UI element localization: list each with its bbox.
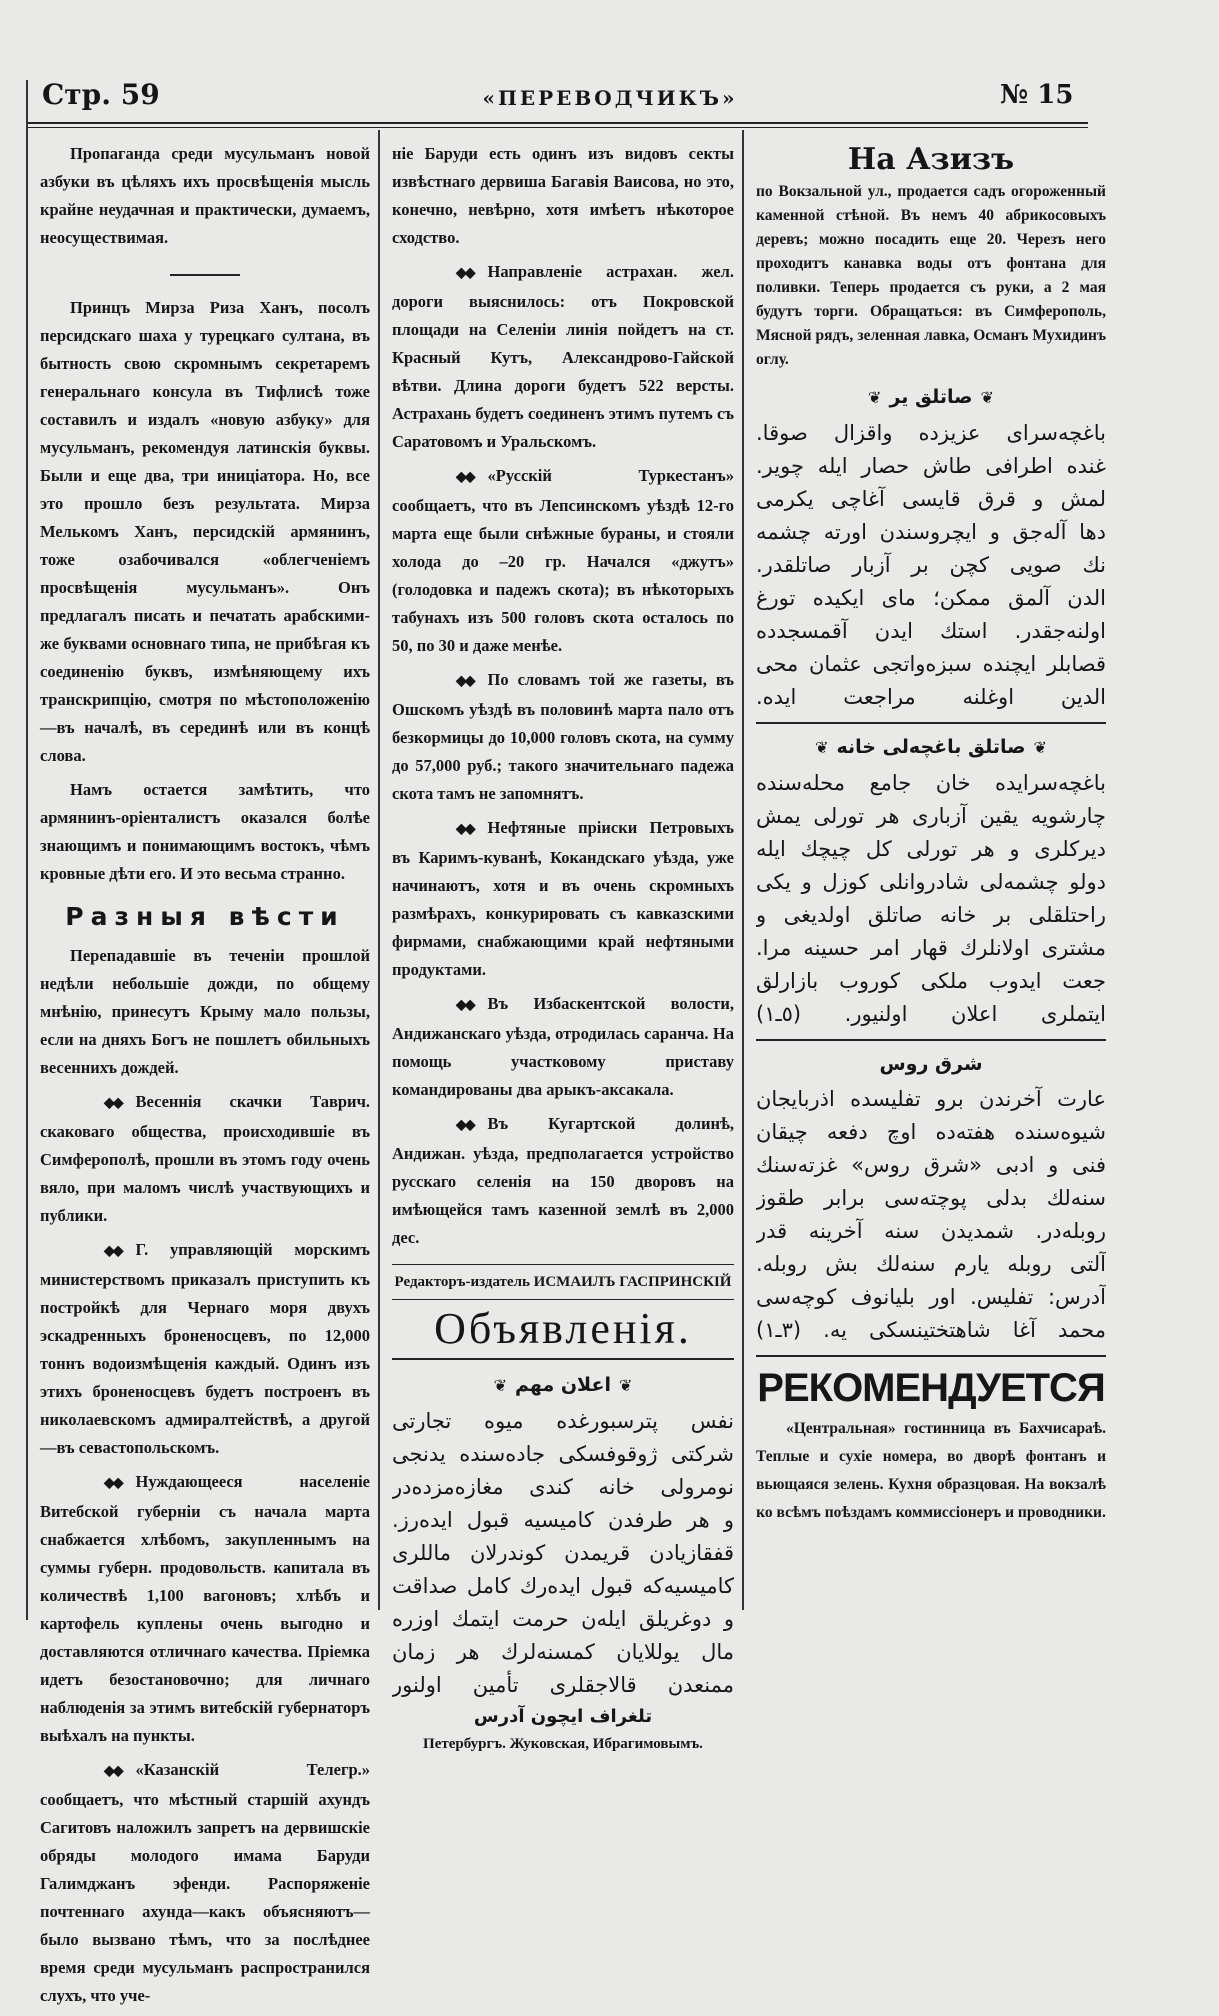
ad-line: مال یوللایان کمسنه‌لرك هر زمان: [392, 1640, 734, 1664]
column-3: [756, 140, 1106, 1527]
ad-garden-sale: [756, 180, 1106, 372]
news-item: [392, 990, 734, 1104]
rule: [756, 1039, 1106, 1041]
ad-line: راحتلقلی بر خانه صاتلق اولدیغی و: [756, 903, 1106, 927]
ad-line: شیوه‌سنده هفته‌ده اوچ دفعه چیقان: [756, 1120, 1106, 1144]
ad-line: جعت ایدوب ملکی کوروب بازارلق: [756, 969, 1106, 993]
diamond-bullet-icon: ◆◆: [104, 1764, 122, 1779]
ad-line: الدین اوغلنه مراجعت ایده.: [756, 685, 1106, 709]
ad-heading: اعلان مهم: [515, 1374, 611, 1396]
ad-fruit-trade: [392, 1366, 734, 1756]
ad-line: فنی و ادبی «شرق روس» غزته‌سنك: [756, 1153, 1106, 1177]
ad-heading: صاتلق باغچه‌لی خانه: [836, 736, 1026, 758]
ad-line: روبله‌در. شمدیدن سنه آخرینه قدر: [756, 1219, 1106, 1243]
ad-line: اولنه‌جقدر. استك ایدن آقمسجدده: [756, 619, 1106, 643]
diamond-bullet-icon: ◆◆: [104, 1244, 122, 1259]
news-text: Г. управляющій морскимъ министерствомъ приказалъ приступить къ постройкѣ для Чернаго моря двухъ эскадренныхъ броненосцевъ, по 12,000 тоннъ водоизмѣщенія каждый. Одинъ изъ этихъ броненосцевъ будетъ построенъ въ николаевскомъ адмиралтействѣ, а другой—въ севастопольскомъ.: [40, 1240, 370, 1457]
ad-line: قفقازیادن قریمدن کوندرلان ماللری: [392, 1541, 734, 1565]
news-item: [40, 1236, 370, 1462]
diamond-bullet-icon: ◆◆: [456, 674, 474, 689]
column-divider: [378, 130, 380, 1610]
news-item: [392, 814, 734, 984]
news-item: [40, 1088, 370, 1230]
ad-line: دولو چشمه‌لی شادروانلی کوزل و یکی: [756, 870, 1106, 894]
ad-line: محمد آغا شاهتختینسکی یه. (٣ـ١): [756, 1318, 1106, 1342]
ad-line: چارشویه یقین آزباری هر تورلی یمش: [756, 804, 1106, 828]
diamond-bullet-icon: ◆◆: [456, 1118, 474, 1133]
ad-line: نومرولی خانه کندی مغازه‌مزده‌در: [392, 1475, 734, 1499]
news-item: [392, 258, 734, 456]
rule: [756, 1355, 1106, 1357]
page-margin-rule: [26, 80, 28, 1620]
ad-line: باغچه‌سرایده خان جامع محله‌سنده: [756, 771, 1106, 795]
ad-line: نفس پترسبورغده میوه تجارتی: [392, 1409, 734, 1433]
article-paragraph: Намъ остается замѣтить, что армянинъ-оріенталистъ оказался болѣе знающимъ и понимающимъ востокъ, чѣмъ кровные дѣти его. И это весьма странно.: [40, 780, 370, 883]
news-item: [40, 1468, 370, 1750]
rule: [392, 1264, 734, 1265]
article-paragraph: Принцъ Мирза Риза Ханъ, посолъ персидскаго шаха у турецкаго султана, въ бытность свою скромнымъ секретаремъ генеральнаго консула въ Тифлисѣ тоже составилъ и издалъ «новую азбуку» для мусульманъ, рекомендуя латинскія буквы. Были и еще два, три иниціатора. Но, все это прошло безъ результата. Мирза Мелькомъ Ханъ, персидскій армянинъ, тоже озабочивался «облегченіемъ просвѣщенія мусульманъ». Онъ предлагалъ писать и печатать арабскими-же буквами основнаго типа, не прибѣгая къ соединенію буквъ, измѣняющему ихъ транскрипцію, смотря по мѣстоположенію—въ началѣ, въ серединѣ или въ концѣ слова.: [40, 298, 370, 765]
ad-title: РЕКОМЕНДУЕТСЯ: [757, 1366, 1105, 1410]
ad-line: مشتری اولانلرك قهار امر حسینه مرا.: [756, 936, 1106, 960]
section-title: Разныя вѣсти: [65, 902, 345, 931]
ad-line: و هر طرفدن کامیسیه قبول ایده‌رز.: [392, 1508, 734, 1532]
ad-land-sale: [756, 378, 1106, 714]
news-continuation: ніе Баруди есть одинъ изъ видовъ секты извѣстнаго дервиша Багавія Ваисова, но это, конечно, невѣрно, хотя имѣетъ нѣкоторое сходство.: [392, 144, 734, 247]
ad-line: دیرکلری و هر تورلی کل چیچك ایله: [756, 837, 1106, 861]
ornament-icon: ❦: [1033, 738, 1047, 757]
ad-line: سنه‌لك بدلی پوچته‌سی برابر طقوز: [756, 1186, 1106, 1210]
news-text: Нефтяные пріиски Петровыхъ въ Каримъ-куванѣ, Кокандскаго уѣзда, уже начинаютъ, хотя и въ очень скромныхъ размѣрахъ, конкурировать съ кавказскими фирмами, снабжающими край нефтяными продуктами.: [392, 818, 734, 979]
editor-publisher: Редакторъ-издатель ИСМАИЛЪ ГАСПРИНСКІЙ: [394, 1274, 732, 1290]
issue-number: № 15: [1000, 80, 1074, 110]
ad-newspaper-shark-rus: [756, 1045, 1106, 1347]
ad-line: آدرس: تفلیس. اور بلیانوف کوچه‌سی: [756, 1285, 1106, 1309]
diamond-bullet-icon: ◆◆: [456, 822, 474, 837]
ad-line: قصابلر ایچنده سبزه‌واتجی عثمان محی: [756, 652, 1106, 676]
ornament-icon: ❦: [868, 388, 882, 407]
newspaper-title: «ПЕРЕВОДЧИКЪ»: [482, 86, 738, 110]
diamond-bullet-icon: ◆◆: [104, 1096, 122, 1111]
page-number: Стр. 59: [42, 78, 160, 111]
ad-line: نك صویی کچن بر آزبار صاتلقدر.: [756, 553, 1106, 577]
ad-line: آلتی روبله یارم سنه‌لك بش روبله.: [756, 1252, 1106, 1276]
ad-address: Петербургъ. Жуковская, Ибрагимовымъ.: [423, 1736, 703, 1752]
ads-section-title: Объявленія.: [434, 1304, 692, 1353]
ad-telegraph-label: تلغراف ایچون آدرس: [473, 1706, 653, 1727]
news-text: Въ Избаскентской волости, Андижанскаго уѣзда, отродилась саранча. На помощь участковому приставу командированы два арыкъ-аксакала.: [392, 994, 734, 1099]
diamond-bullet-icon: ◆◆: [456, 266, 474, 281]
ad-heading: صاتلق یر: [889, 386, 973, 408]
news-item: [392, 666, 734, 808]
ad-line: لمش و قرق قایسی آغاچی یکرمی: [756, 487, 1106, 511]
news-text: Въ Кугартской долинѣ, Андижан. уѣзда, предполагается устройство русскаго селенія на 150 дворовъ на имѣющейся тамъ казенной землѣ въ 2,000 дес.: [392, 1114, 734, 1247]
news-text: Нуждающееся населеніе Витебской губерніи съ начала марта снабжается хлѣбомъ, закупленнымъ на суммы губерн. продовольств. капитала въ количествѣ 1,100 вагоновъ; хлѣбъ и картофель куплены очень выгодно и доставляются отличнаго качества. Пріемка идетъ безостановочно; для личнаго наблюденія за этимъ витебскій губернаторъ выѣхалъ на пункты.: [40, 1472, 370, 1745]
ad-line: ایتملری اعلان اولنیور. (٥ـ١): [756, 1002, 1106, 1026]
ad-heading: شرق روس: [879, 1053, 983, 1075]
diamond-bullet-icon: ◆◆: [456, 470, 474, 485]
column-1: [40, 140, 370, 2016]
news-text: По словамъ той же газеты, въ Ошскомъ уѣздѣ въ половинѣ марта пало отъ безкормицы до 10,000 головъ скота, на сумму до 57,000 руб.; такого значительнаго падежа скота тамъ не запомнятъ.: [392, 670, 734, 803]
ornament-icon: ❦: [618, 1376, 633, 1395]
ornament-icon: ❦: [493, 1376, 508, 1395]
ornament-icon: ❦: [815, 738, 829, 757]
rule: [756, 722, 1106, 724]
ad-text: «Центральная» гостинница въ Бахчисараѣ. Теплые и сухіе номера, во дворѣ фонтанъ и вьющаяся зелень. Кухня образцовая. На вокзалѣ ко всѣмъ поѣздамъ коммиссіонеръ и проводники.: [756, 1420, 1106, 1521]
ornament-icon: ❦: [980, 388, 994, 407]
article-paragraph: Пропаганда среди мусульманъ новой азбуки въ цѣляхъ ихъ просвѣщенія мысль крайне неудачная и практически, думаемъ, неосуществимая.: [40, 144, 370, 247]
ad-line: کامیسیه‌که قبول ایده‌رك کامل صداقت: [392, 1574, 734, 1598]
ad-line: باغچه‌سرای عزیزده واقزال صوقا.: [756, 421, 1106, 445]
rule: [392, 1358, 734, 1360]
column-divider: [742, 130, 744, 1610]
news-item: [40, 1756, 370, 2010]
news-text: «Русскій Туркестанъ» сообщаетъ, что въ Лепсинскомъ уѣздѣ 12-го марта еще были снѣжные бураны, и стояли холода до –20 гр. Начался «джутъ» (голодовка и падежъ скота); въ нѣкоторыхъ табунахъ изъ 500 головъ скота осталось по 50, по 30 и даже менѣе.: [392, 466, 734, 655]
header-rule: [28, 122, 1088, 124]
news-text: Направленіе астрахан. жел. дороги выяснилось: отъ Покровской площади на Селеніи линія пойдетъ на ст. Красный Кутъ, Александрово-Гайской вѣтви. Длина дороги будетъ 522 версты. Астрахань будетъ соединенъ этимъ путемъ съ Саратовомъ и Уральскомъ.: [392, 262, 734, 451]
ad-line: عارت آخرندن برو تفلیسده اذربایجان: [756, 1087, 1106, 1111]
diamond-bullet-icon: ◆◆: [456, 998, 474, 1013]
separator: [170, 274, 240, 276]
ad-line: غنده اطرافی طاش حصار ایله چویر.: [756, 454, 1106, 478]
ad-house-sale: [756, 728, 1106, 1031]
ad-line: الدن آلمق ممکن؛ مای ایکیده تورغ: [756, 586, 1106, 610]
ad-title: На Азизъ: [847, 142, 1015, 177]
news-text: «Казанскій Телегр.» сообщаетъ, что мѣстный старшій ахундъ Сагитовъ наложилъ запретъ на дервишскіе обряды молодого имама Баруди Галимджанъ эфенди. Распоряженіе почтеннаго ахунда—какъ объясняютъ—было вызвано тѣмъ, что за послѣднее время среди мусульманъ распространился слухъ, что уче-: [40, 1760, 370, 2005]
news-paragraph: Перепадавшіе въ теченіи прошлой недѣли небольшіе дожди, по общему мнѣнію, принесутъ Крыму мало пользы, если на дняхъ Богъ не пошлетъ обильныхъ весеннихъ дождей.: [40, 946, 370, 1077]
news-text: Весеннія скачки Таврич. скаковаго общества, происходившіе въ Симферополѣ, прошли въ этомъ году очень вяло, при маломъ числѣ участвующихъ и публики.: [40, 1092, 370, 1225]
news-item: [392, 462, 734, 660]
news-item: [392, 1110, 734, 1252]
ad-line: دها آله‌جق و ایچروسندن اورته چشمه: [756, 520, 1106, 544]
ad-line: شرکتی ژوقوفسکی جاده‌سنده یدنجی: [392, 1442, 734, 1466]
diamond-bullet-icon: ◆◆: [104, 1476, 122, 1491]
ad-line: ممنعدن قالاجقلری تأمین اولنور: [392, 1673, 734, 1697]
ad-hotel: [756, 1415, 1106, 1527]
ad-line: و دوغریلق ایلەن حرمت ایتمك اوزره: [392, 1607, 734, 1631]
ad-text: по Вокзальной ул., продается садъ огороженный каменной стѣной. Въ немъ 40 абрикосовыхъ деревъ; можно посадить еще 20. Черезъ него проходитъ канавка воды отъ фонтана для поливки. Теперь продается съ руки, а 2 мая будутъ торги. Обращаться: въ Симферополь, Мясной рядъ, зеленная лавка, Османъ Мухидинъ оглу.: [756, 183, 1106, 368]
column-2: [392, 140, 734, 1756]
header-rule-thin: [28, 127, 1088, 128]
